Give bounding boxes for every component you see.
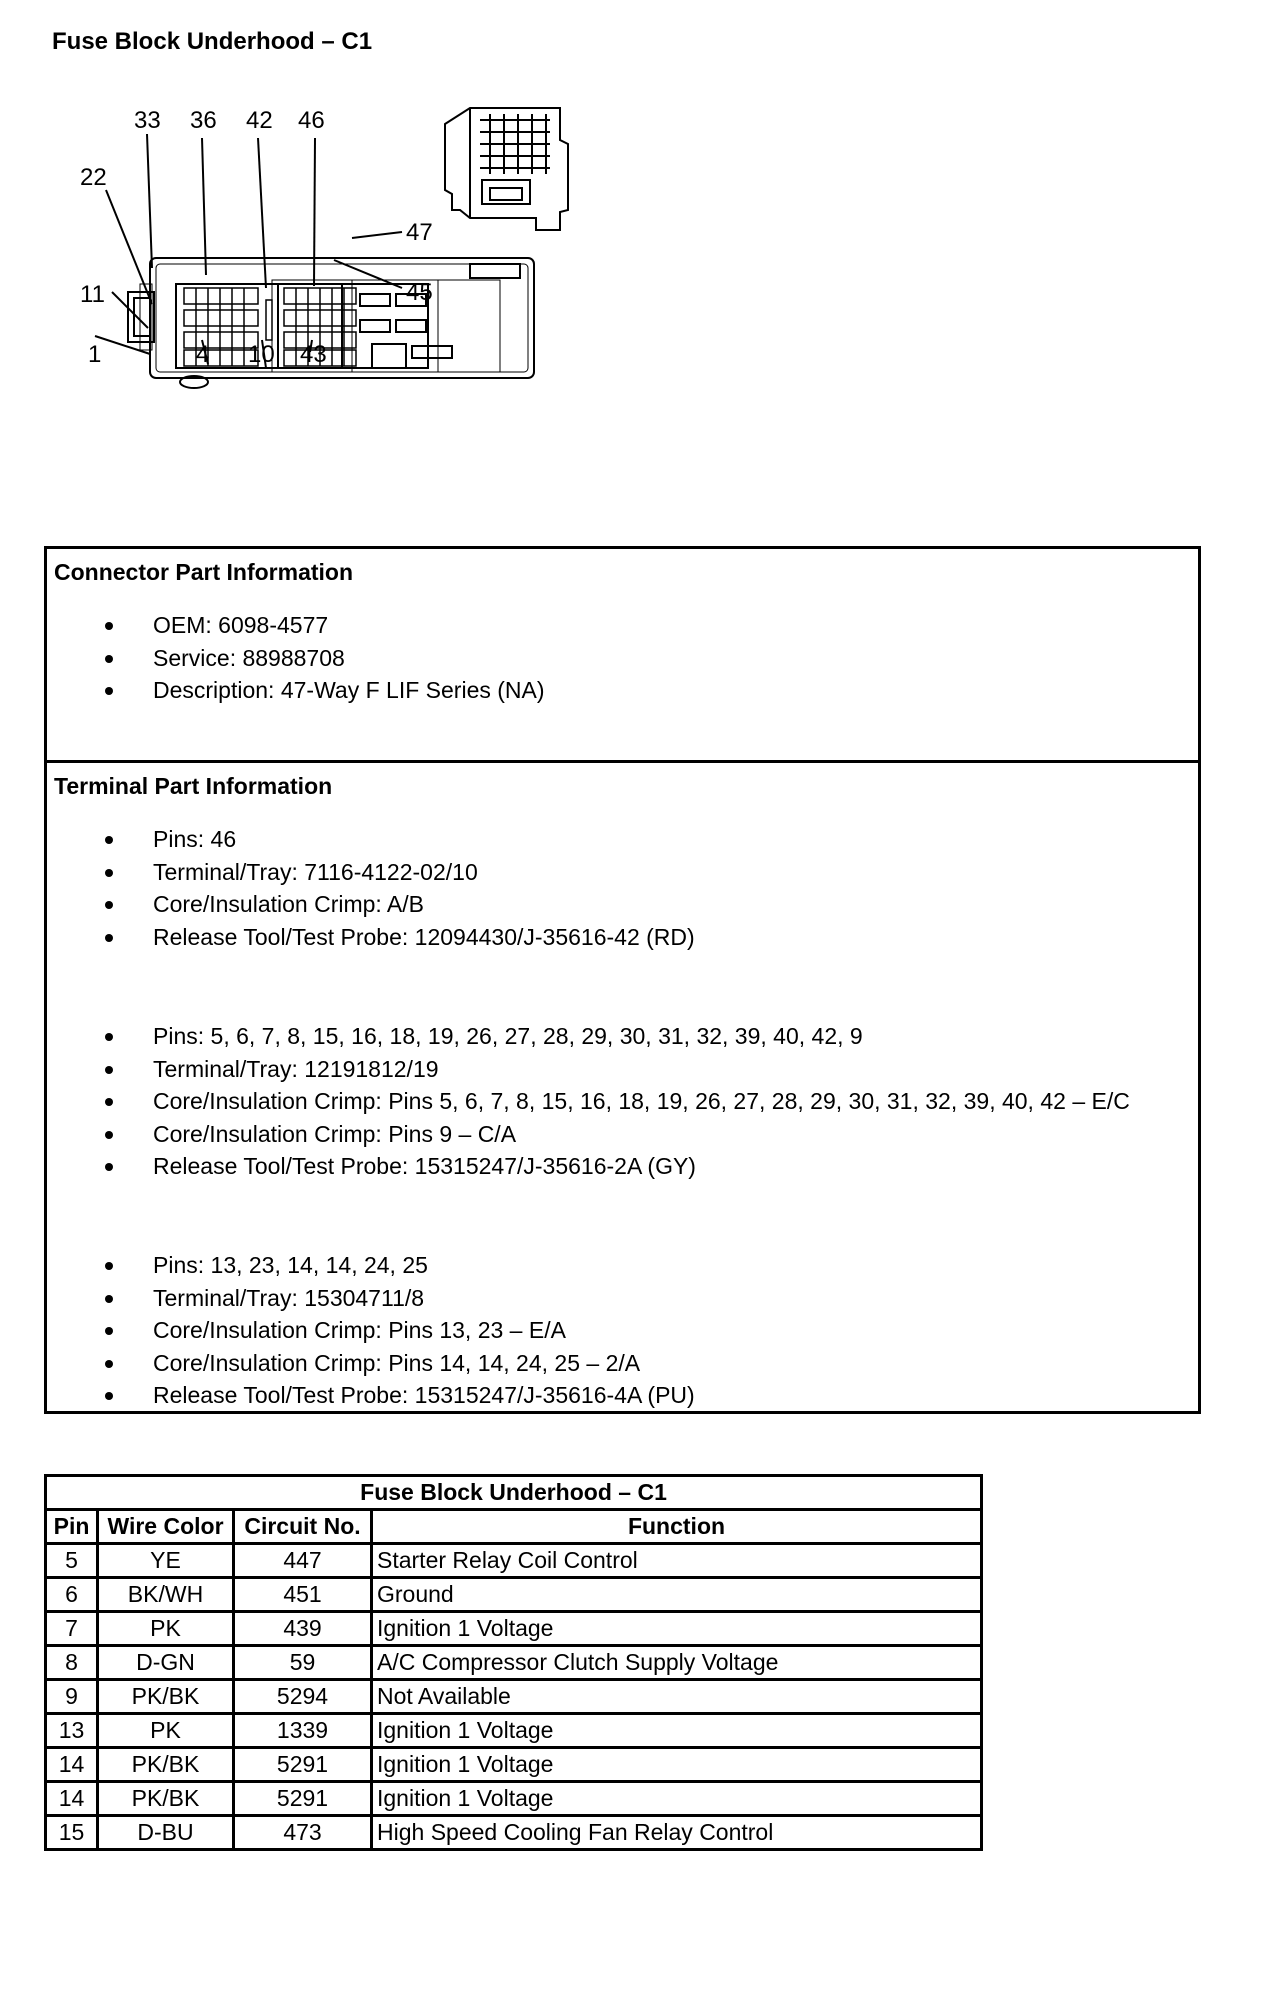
table-row: 13 PK 1339 Ignition 1 Voltage — [46, 1714, 982, 1748]
table-row: 7 PK 439 Ignition 1 Voltage — [46, 1612, 982, 1646]
callout-42: 42 — [246, 107, 273, 134]
list-item: Pins: 13, 23, 14, 14, 24, 25 — [47, 1249, 695, 1282]
list-item: Core/Insulation Crimp: Pins 9 – C/A — [47, 1118, 1130, 1151]
header-pin: Pin — [46, 1510, 98, 1544]
list-item: Service: 88988708 — [47, 642, 545, 675]
callout-45: 45 — [406, 279, 433, 306]
list-item: Core/Insulation Crimp: Pins 14, 14, 24, 25 – 2/A — [47, 1347, 695, 1380]
list-item: Release Tool/Test Probe: 15315247/J-35616-4A (PU) — [47, 1379, 695, 1412]
bullet-icon — [105, 1131, 113, 1139]
bullet-icon — [105, 901, 113, 909]
bullet-icon — [105, 869, 113, 877]
table-row: 8 D-GN 59 A/C Compressor Clutch Supply Voltage — [46, 1646, 982, 1680]
callout-36: 36 — [190, 107, 217, 134]
list-item: Release Tool/Test Probe: 12094430/J-35616-42 (RD) — [47, 921, 695, 954]
table-title-row — [46, 1476, 982, 1510]
connector-part-info — [47, 549, 1198, 763]
bullet-icon — [105, 622, 113, 630]
part-info-box — [44, 546, 1201, 1414]
table-row: 9 PK/BK 5294 Not Available — [46, 1680, 982, 1714]
bullet-icon — [105, 655, 113, 663]
terminal-info-heading: Terminal Part Information — [54, 773, 333, 799]
connector-info-heading: Connector Part Information — [54, 559, 354, 585]
header-function: Function — [372, 1510, 982, 1544]
bullet-icon — [105, 1295, 113, 1303]
list-item: Core/Insulation Crimp: Pins 13, 23 – E/A — [47, 1314, 695, 1347]
list-item: Core/Insulation Crimp: Pins 5, 6, 7, 8, 15, 16, 18, 19, 26, 27, 28, 29, 30, 31, 32, 39, 40, 42 – E/C — [47, 1085, 1130, 1118]
bullet-icon — [105, 1098, 113, 1106]
callout-43: 43 — [300, 341, 327, 368]
callout-11: 11 — [80, 281, 105, 308]
table-header-row — [46, 1510, 982, 1544]
terminal-group-3 — [47, 1249, 695, 1412]
callout-labels — [80, 107, 433, 368]
callout-46: 46 — [298, 107, 325, 134]
list-item: Terminal/Tray: 7116-4122-02/10 — [47, 856, 695, 889]
bullet-icon — [105, 1066, 113, 1074]
bullet-icon — [105, 1163, 113, 1171]
terminal-group-2 — [47, 1020, 1130, 1183]
header-circuit-no: Circuit No. — [234, 1510, 372, 1544]
connector-diagram — [80, 100, 610, 460]
list-item: Core/Insulation Crimp: A/B — [47, 888, 695, 921]
list-item: Pins: 5, 6, 7, 8, 15, 16, 18, 19, 26, 27, 28, 29, 30, 31, 32, 39, 40, 42, 9 — [47, 1020, 1130, 1053]
bullet-icon — [105, 1262, 113, 1270]
list-item: Pins: 46 — [47, 823, 695, 856]
connector-face — [128, 258, 534, 388]
callout-47: 47 — [406, 219, 433, 246]
terminal-group-1 — [47, 823, 695, 953]
callout-33: 33 — [134, 107, 161, 134]
pin-table — [44, 1474, 983, 1851]
bullet-icon — [105, 1360, 113, 1368]
terminal-part-info — [47, 763, 1198, 1411]
list-item: Release Tool/Test Probe: 15315247/J-35616-2A (GY) — [47, 1150, 1130, 1183]
page-title: Fuse Block Underhood – C1 — [52, 28, 373, 55]
callout-4: 4 — [196, 341, 210, 368]
callout-10: 10 — [248, 341, 275, 368]
table-row: 6 BK/WH 451 Ground — [46, 1578, 982, 1612]
table-row: 14 PK/BK 5291 Ignition 1 Voltage — [46, 1782, 982, 1816]
connector-3d-view — [445, 108, 568, 230]
bullet-icon — [105, 1327, 113, 1335]
list-item: Description: 47-Way F LIF Series (NA) — [47, 674, 545, 707]
table-title: Fuse Block Underhood – C1 — [46, 1476, 982, 1510]
bullet-icon — [105, 1033, 113, 1041]
table-row: 14 PK/BK 5291 Ignition 1 Voltage — [46, 1748, 982, 1782]
bullet-icon — [105, 1392, 113, 1400]
table-row: 15 D-BU 473 High Speed Cooling Fan Relay Control — [46, 1816, 982, 1850]
list-item: OEM: 6098-4577 — [47, 609, 545, 642]
table-row: 5 YE 447 Starter Relay Coil Control — [46, 1544, 982, 1578]
bullet-icon — [105, 836, 113, 844]
connector-info-list — [47, 609, 545, 707]
list-item: Terminal/Tray: 12191812/19 — [47, 1053, 1130, 1086]
callout-1: 1 — [88, 341, 102, 368]
bullet-icon — [105, 687, 113, 695]
header-wire-color: Wire Color — [98, 1510, 234, 1544]
bullet-icon — [105, 934, 113, 942]
callout-22: 22 — [80, 164, 107, 191]
list-item: Terminal/Tray: 15304711/8 — [47, 1282, 695, 1315]
